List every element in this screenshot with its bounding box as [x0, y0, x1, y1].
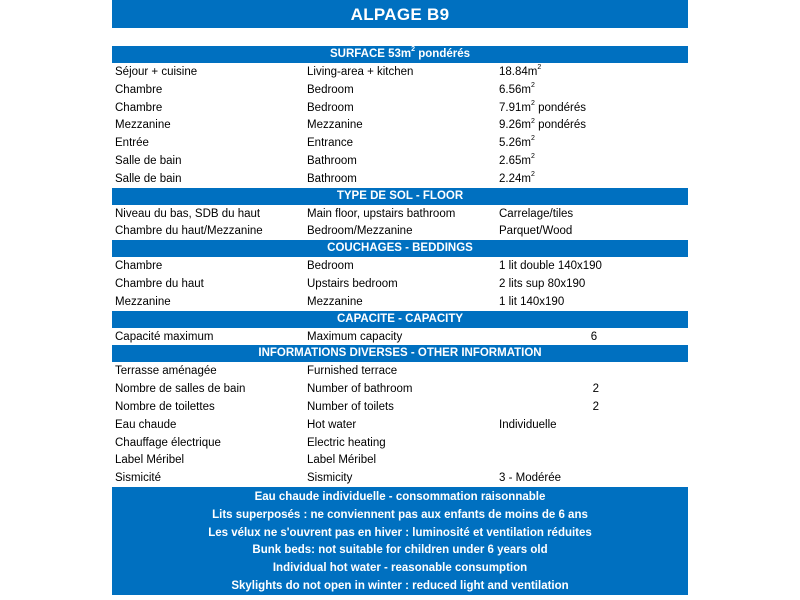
surface-label-fr: Chambre: [115, 101, 163, 114]
surface-label-en: Bedroom: [307, 83, 354, 96]
floor-label-en: Bedroom/Mezzanine: [307, 225, 413, 238]
surface-header-sup: 2: [411, 46, 416, 54]
surface-value: [499, 152, 535, 170]
other-value: 3 - Modérée: [499, 472, 562, 485]
area-exponent: 2: [530, 81, 535, 89]
area-value: 18.84m: [499, 66, 538, 78]
surface-label-en: Living-area + kitchen: [307, 66, 414, 78]
floor-label-en: Main floor, upstairs bathroom: [307, 207, 456, 220]
other-label-fr: Eau chaude: [115, 418, 177, 431]
area-value: 5.26m: [499, 137, 531, 150]
other-row: [112, 398, 688, 416]
beddings-row: [112, 293, 688, 311]
beddings-label-en: Upstairs bedroom: [307, 277, 398, 290]
surface-value: [499, 99, 586, 117]
area-value: 2.65m: [499, 154, 531, 167]
area-exponent: 2: [537, 64, 542, 72]
beddings-value: 1 lit double 140x190: [499, 260, 602, 273]
beddings-row: [112, 257, 688, 275]
surface-header: [112, 46, 688, 63]
other-value: 2: [592, 400, 599, 413]
capacity-header: CAPACITE - CAPACITY: [112, 311, 688, 328]
surface-label-fr: Salle de bain: [115, 154, 182, 167]
other-row: [112, 362, 688, 380]
area-exponent: 2: [530, 170, 535, 178]
surface-value: [499, 170, 535, 188]
area-value: 7.91m: [499, 101, 531, 114]
other-row: [112, 451, 688, 469]
surface-row: [112, 116, 688, 134]
beddings-label-fr: Mezzanine: [115, 295, 171, 308]
surface-row: [112, 152, 688, 170]
floor-row: [112, 205, 688, 223]
footer-note: Skylights do not open in winter : reduced light and ventilation: [231, 579, 569, 592]
other-label-fr: Sismicité: [115, 472, 162, 485]
surface-label-fr: Mezzanine: [115, 119, 171, 132]
surface-row: [112, 81, 688, 99]
surface-value: [499, 134, 535, 152]
area-exponent: 2: [530, 117, 535, 125]
footer-note: Individual hot water - reasonable consumption: [272, 562, 528, 575]
footer-note: Bunk beds: not suitable for children under 6 years old: [252, 544, 548, 557]
other-value: Individuelle: [499, 418, 557, 431]
surface-row: [112, 134, 688, 152]
surface-row: [112, 170, 688, 188]
surface-label-en: Bedroom: [307, 101, 354, 114]
surface-label-en: Bathroom: [307, 172, 357, 185]
spacer: [112, 28, 688, 46]
other-label-en: Label Méribel: [307, 454, 377, 467]
floor-rows: [112, 205, 688, 241]
area-exponent: 2: [530, 99, 535, 107]
other-header: INFORMATIONS DIVERSES - OTHER INFORMATION: [112, 345, 688, 362]
other-label-en: Sismicity: [307, 472, 353, 485]
surface-header-suffix: pondérés: [415, 48, 471, 60]
area-suffix: pondérés: [534, 101, 587, 114]
surface-value: [499, 63, 541, 81]
area-exponent: 2: [530, 135, 535, 143]
footer-notes: [112, 487, 688, 595]
beddings-label-en: Bedroom: [307, 260, 354, 273]
footer-note: Les vélux ne s'ouvrent pas en hiver : luminosité et ventilation réduites: [208, 526, 592, 539]
capacity-label-fr: Capacité maximum: [115, 330, 214, 343]
surface-label-fr: Chambre: [115, 83, 163, 96]
capacity-rows: [112, 328, 688, 346]
floor-row: [112, 222, 688, 240]
beddings-label-en: Mezzanine: [307, 295, 363, 308]
area-value: 9.26m: [499, 119, 531, 132]
other-label-fr: Nombre de toilettes: [115, 400, 215, 413]
area-value: 2.24m: [499, 172, 531, 185]
area-suffix: pondérés: [534, 119, 587, 132]
surface-label-en: Entrance: [307, 137, 354, 150]
other-label-en: Hot water: [307, 418, 357, 431]
other-label-fr: Terrasse aménagée: [115, 365, 217, 378]
other-label-fr: Label Méribel: [115, 454, 185, 467]
beddings-header: COUCHAGES - BEDDINGS: [112, 240, 688, 257]
footer-note: Lits superposés : ne conviennent pas aux enfants de moins de 6 ans: [212, 508, 588, 521]
surface-label-en: Bathroom: [307, 154, 357, 167]
surface-value: [499, 81, 535, 99]
other-row: [112, 416, 688, 434]
beddings-value: 1 lit 140x190: [499, 295, 565, 308]
other-row: [112, 469, 688, 487]
surface-row: [112, 99, 688, 117]
floor-label-fr: Chambre du haut/Mezzanine: [115, 225, 263, 238]
other-label-en: Number of bathroom: [307, 383, 413, 396]
capacity-value: 6: [590, 330, 598, 343]
floor-value: Carrelage/tiles: [499, 207, 574, 220]
other-rows: [112, 362, 688, 487]
floor-label-fr: Niveau du bas, SDB du haut: [115, 207, 261, 220]
beddings-value: 2 lits sup 80x190: [499, 277, 586, 290]
surface-label-fr: Entrée: [115, 137, 149, 150]
surface-value: [499, 116, 586, 134]
area-exponent: 2: [530, 153, 535, 161]
other-label-fr: Chauffage électrique: [115, 436, 221, 449]
listing-sheet: [112, 0, 688, 595]
surface-label-fr: Salle de bain: [115, 172, 182, 185]
capacity-row: [112, 328, 688, 346]
surface-header-prefix: SURFACE 53m: [329, 48, 412, 60]
surface-row: [112, 63, 688, 81]
other-value: 2: [592, 383, 599, 396]
other-label-en: Electric heating: [307, 436, 386, 449]
beddings-rows: [112, 257, 688, 310]
beddings-row: [112, 275, 688, 293]
surface-label-fr: Séjour + cuisine: [115, 66, 198, 78]
other-label-en: Furnished terrace: [307, 365, 398, 378]
beddings-label-fr: Chambre: [115, 260, 163, 273]
other-row: [112, 380, 688, 398]
beddings-label-fr: Chambre du haut: [115, 277, 204, 290]
other-label-en: Number of toilets: [307, 400, 394, 413]
floor-value: Parquet/Wood: [499, 225, 573, 238]
footer-note: Eau chaude individuelle - consommation raisonnable: [254, 490, 546, 503]
other-label-fr: Nombre de salles de bain: [115, 383, 246, 396]
other-row: [112, 434, 688, 452]
page-title: ALPAGE B9: [112, 0, 688, 28]
capacity-label-en: Maximum capacity: [307, 330, 403, 343]
area-value: 6.56m: [499, 83, 531, 96]
surface-rows: [112, 63, 688, 188]
floor-header: TYPE DE SOL - FLOOR: [112, 188, 688, 205]
surface-label-en: Mezzanine: [307, 119, 363, 132]
